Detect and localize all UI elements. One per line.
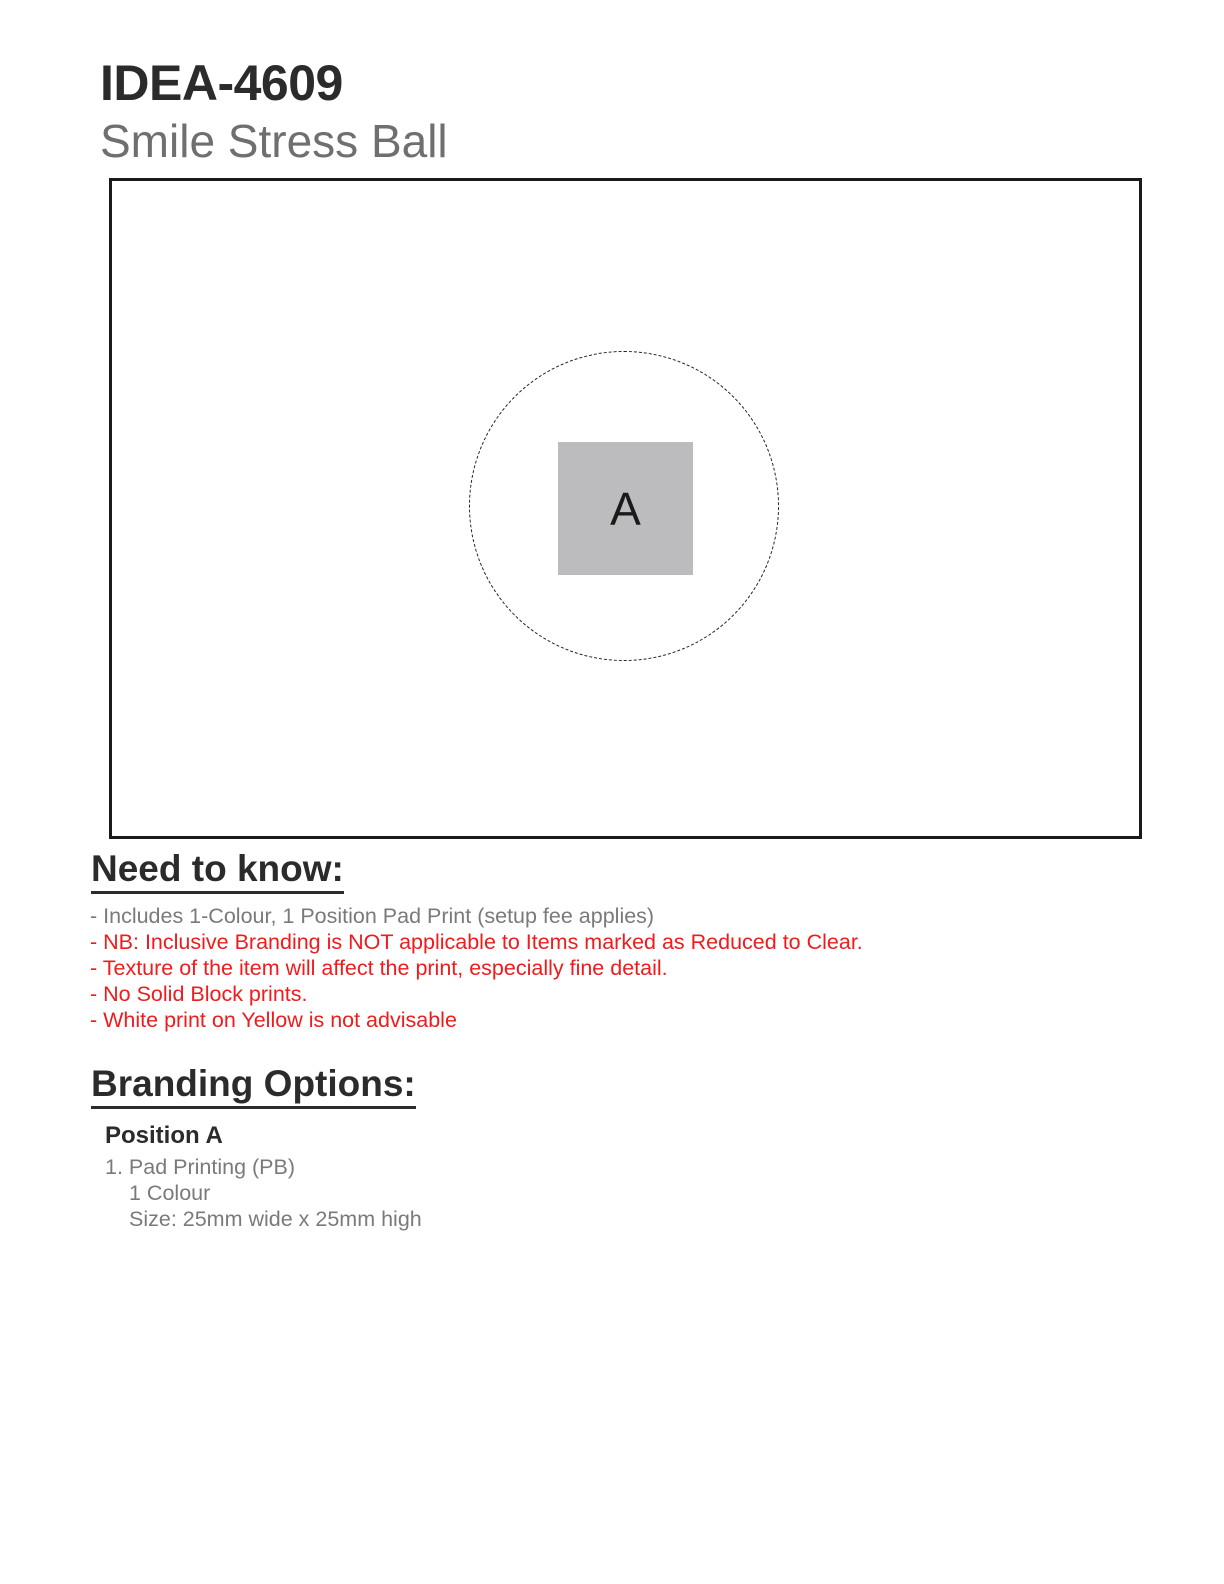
option-size: Size: 25mm wide x 25mm high — [129, 1207, 422, 1231]
note-item: - No Solid Block prints. — [90, 982, 308, 1006]
print-area-label: A — [610, 482, 641, 535]
branding-options-heading: Branding Options: — [91, 1065, 416, 1109]
product-diagram — [109, 178, 1142, 839]
print-area-a — [558, 442, 693, 575]
product-code: IDEA-4609 — [100, 55, 343, 111]
product-name: Smile Stress Ball — [100, 115, 448, 167]
note-item: - NB: Inclusive Branding is NOT applicable to Items marked as Reduced to Clear. — [90, 930, 863, 954]
branding-option — [105, 1154, 422, 1232]
need-to-know-heading: Need to know: — [91, 850, 344, 894]
option-name-line — [105, 1154, 422, 1180]
position-title: Position A — [105, 1122, 223, 1149]
option-colours: 1 Colour — [129, 1181, 211, 1205]
note-item: - Texture of the item will affect the print, especially fine detail. — [90, 956, 668, 980]
note-item: - Includes 1-Colour, 1 Position Pad Print (setup fee applies) — [90, 904, 655, 928]
need-to-know-list — [90, 903, 863, 1033]
note-item: - White print on Yellow is not advisable — [90, 1008, 457, 1032]
option-number: 1. — [105, 1155, 123, 1179]
option-name: Pad Printing (PB) — [128, 1155, 296, 1179]
